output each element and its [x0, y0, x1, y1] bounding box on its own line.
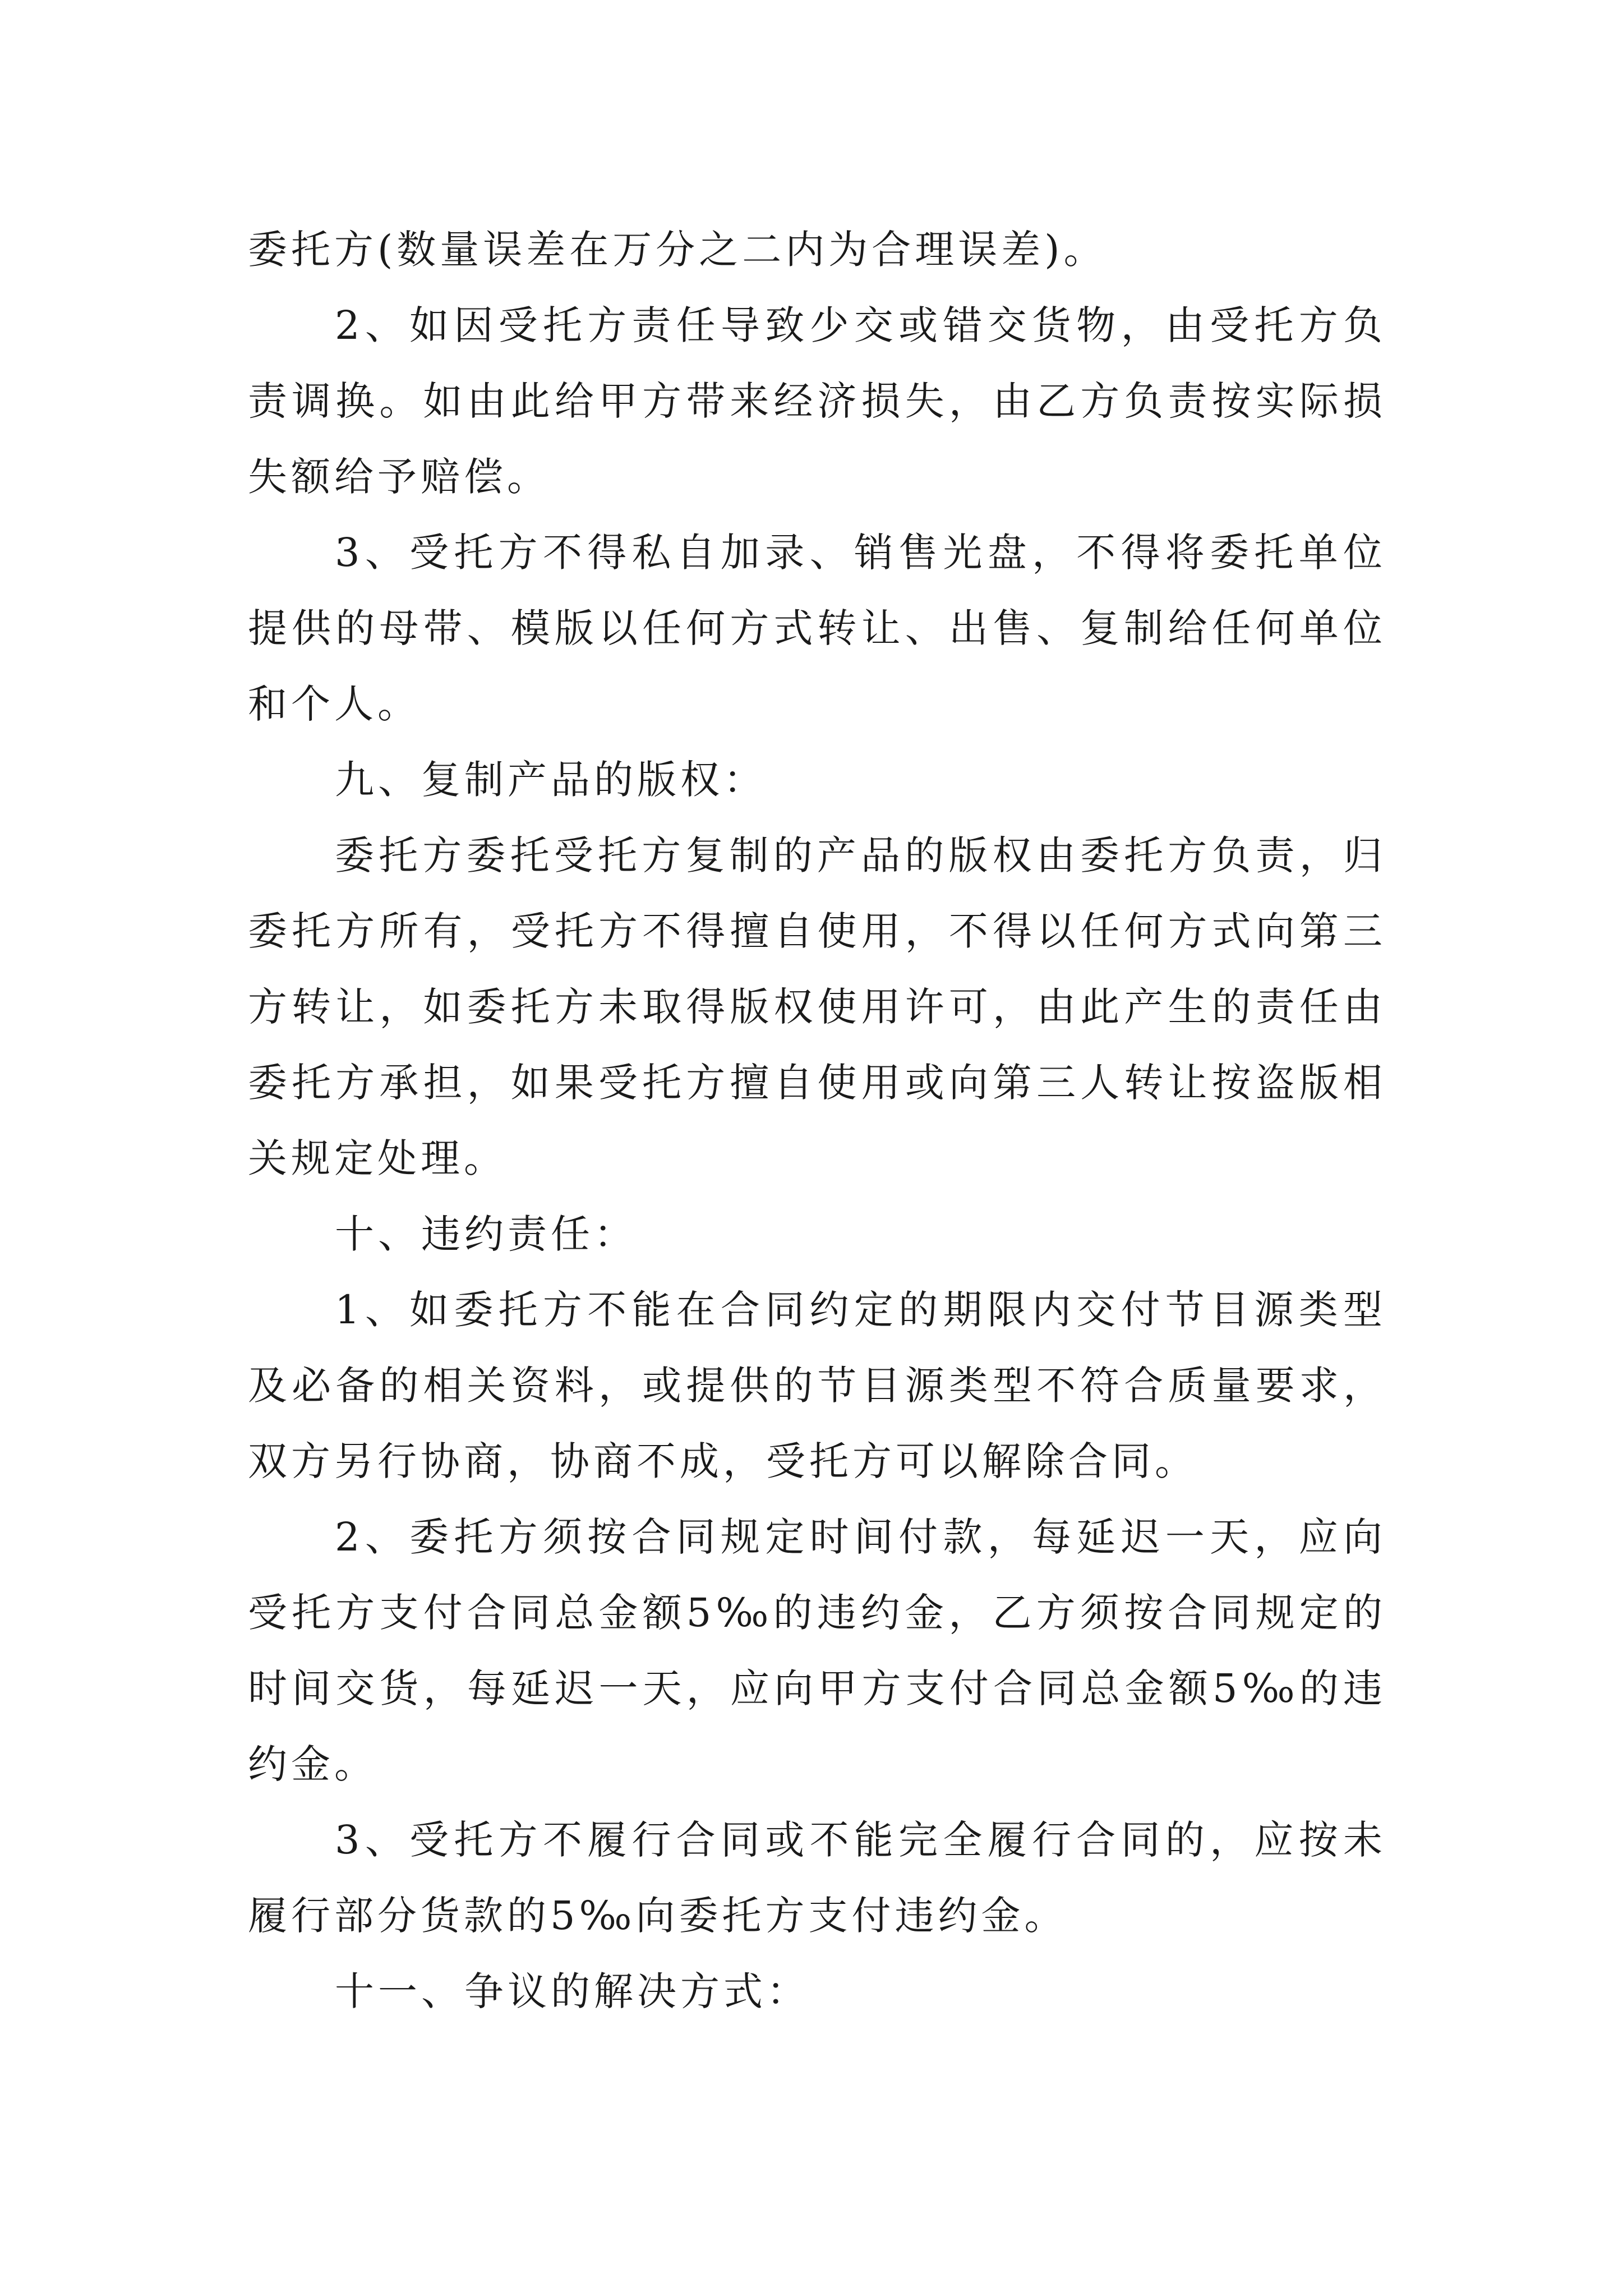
paragraph-liability-2: 2、委托方须按合同规定时间付款，每延迟一天，应向受托方支付合同总金额5‰的违约金，乙方须按合同规定的时间交货，每延迟一天，应向甲方支付合同总金额5‰的违约金。: [248, 1514, 1386, 1787]
document-body: [248, 212, 1386, 2030]
paragraph-quantity-error: 委托方(数量误差在万分之二内为合理误差)。: [248, 227, 1107, 273]
paragraph-liability-1: 1、如委托方不能在合同约定的期限内交付节目源类型及必备的相关资料，或提供的节目源类型不符合质量要求，双方另行协商，协商不成，受托方可以解除合同。: [248, 1287, 1386, 1484]
section-heading-dispute: 十一、争议的解决方式：: [335, 1968, 810, 2014]
section-heading-liability: 十、违约责任：: [335, 1211, 637, 1257]
paragraph-copyright-terms: 委托方委托受托方复制的产品的版权由委托方负责，归委托方所有，受托方不得擅自使用，不得以任何方式向第三方转让，如委托方未取得版权使用许可，由此产生的责任由委托方承担，如果受托方擅自使用或向第三人转让按盗版相关规定处理。: [248, 832, 1386, 1181]
paragraph-clause-2-replacement: 2、如因受托方责任导致少交或错交货物，由受托方负责调换。如由此给甲方带来经济损失，由乙方负责按实际损失额给予赔偿。: [248, 302, 1386, 500]
paragraph-clause-3-no-private-copy: 3、受托方不得私自加录、销售光盘，不得将委托单位提供的母带、模版以任何方式转让、出售、复制给任何单位和个人。: [248, 530, 1386, 727]
section-heading-copyright: 九、复制产品的版权：: [335, 757, 767, 803]
paragraph-liability-3: 3、受托方不履行合同或不能完全履行合同的，应按未履行部分货款的5‰向委托方支付违约金。: [248, 1817, 1386, 1939]
